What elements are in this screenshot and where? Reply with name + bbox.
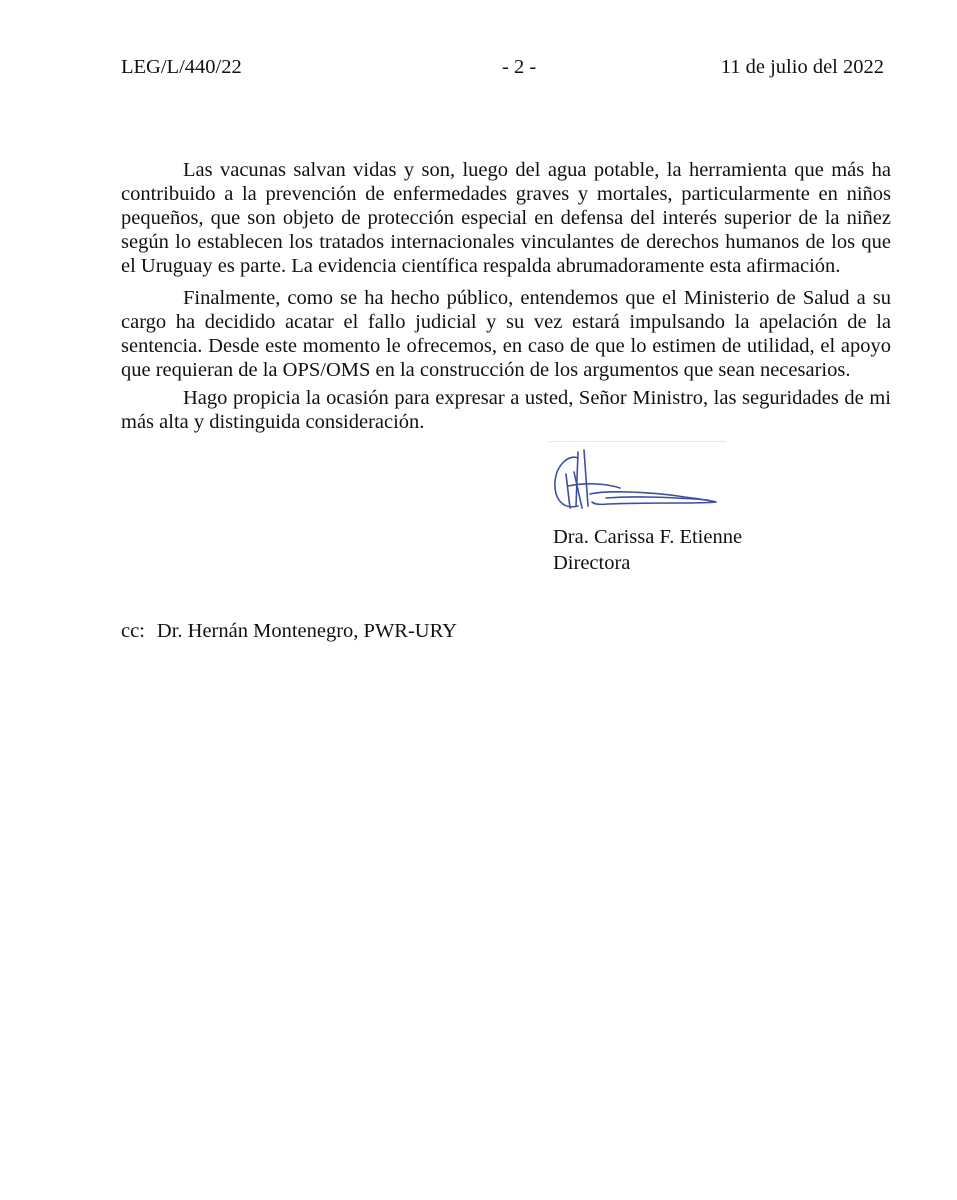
signatory-name: Dra. Carissa F. Etienne: [553, 526, 743, 548]
paragraph-vaccines-text: Las vacunas salvan vidas y son, luego del agua potable, la herramienta que más ha contribuido a la prevención de enfermedades graves y mortales, particularmente en niños pequeños, que son objeto de protección especial en defensa del interés superior de la niñez según lo establecen los tratados internacionales vinculantes de derechos humanos de los que el Uruguay es parte. La evidencia científica respalda abrumadoramente esta afirmación.: [121, 159, 891, 277]
signatory-title: Directora: [553, 552, 631, 574]
document-reference: LEG/L/440/22: [121, 56, 242, 78]
signature-line: [548, 441, 726, 442]
paragraph-vaccines: [121, 158, 891, 278]
paragraph-closing-courtesy: [121, 386, 891, 434]
paragraph-closing-courtesy-text: Hago propicia la ocasión para expresar a usted, Señor Ministro, las seguridades de mi más alta y distinguida consideración.: [121, 387, 891, 433]
carbon-copy-line: [121, 620, 457, 643]
cc-recipient: Dr. Hernán Montenegro, PWR-URY: [156, 620, 457, 642]
paragraph-ministry-appeal: [121, 286, 891, 382]
page-header: [0, 56, 957, 84]
handwritten-signature: [548, 446, 728, 522]
page-number: - 2 -: [502, 56, 537, 78]
paragraph-ministry-appeal-text: Finalmente, como se ha hecho público, entendemos que el Ministerio de Salud a su cargo ha decidido acatar el fallo judicial y su vez estará impulsando la apelación de la sentencia. Desde este momento le ofrecemos, en caso de que lo estimen de utilidad, el apoyo que requieran de la OPS/OMS en la construcción de los argumentos que sean necesarios.: [121, 287, 891, 381]
cc-label: cc:: [121, 620, 145, 642]
signatory-block: [553, 524, 742, 576]
letter-date: 11 de julio del 2022: [720, 56, 884, 78]
